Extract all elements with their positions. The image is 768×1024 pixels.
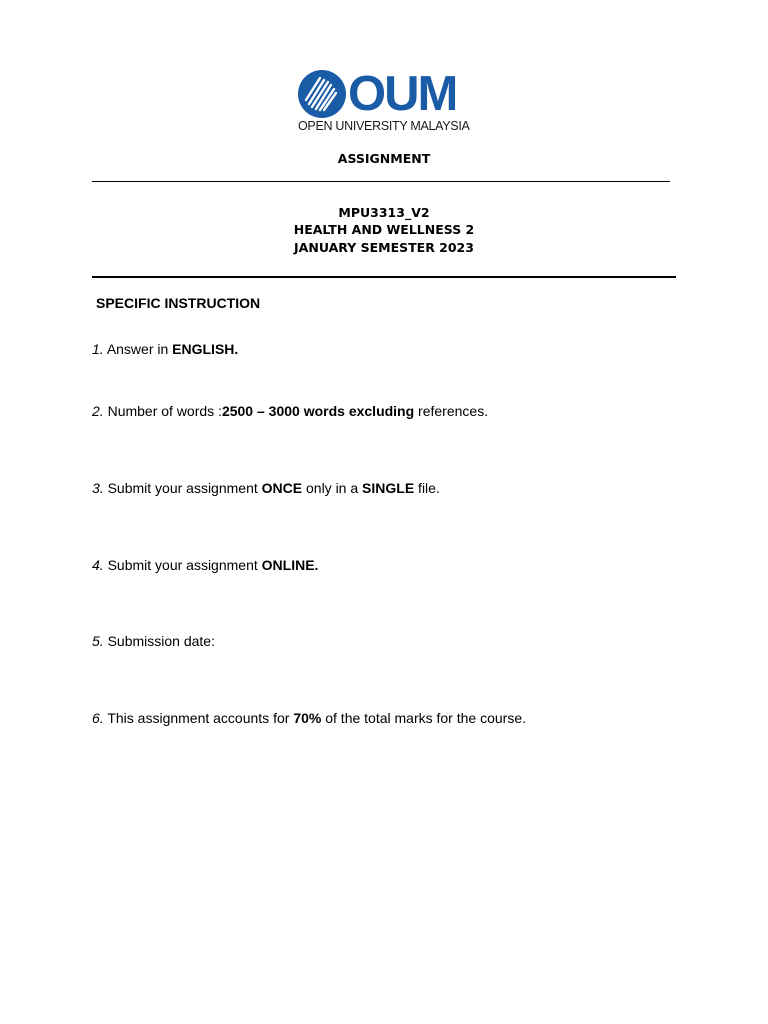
item-emphasis: 2500 – 3000 words excluding (221, 403, 415, 419)
instruction-item (92, 557, 318, 573)
item-number: 6. (92, 710, 104, 726)
logo-subtitle: OPEN UNIVERSITY MALAYSIA (298, 119, 470, 133)
item-text: Submit your assignment (107, 480, 262, 496)
section-heading: SPECIFIC INSTRUCTION (96, 295, 261, 311)
item-number: 2. (92, 403, 104, 419)
item-number: 4. (92, 557, 104, 573)
item-emphasis: ONLINE. (261, 557, 319, 573)
item-text: Submit your assignment (107, 557, 262, 573)
instruction-item (92, 710, 526, 726)
item-text: Number of words : (107, 403, 222, 419)
instruction-item (92, 480, 440, 496)
item-emphasis: 70% (293, 710, 322, 726)
oum-globe-icon (298, 70, 346, 118)
item-emphasis: SINGLE (362, 480, 415, 496)
course-code: MPU3313_V2 (338, 205, 430, 220)
item-number: 3. (92, 480, 104, 496)
document-type: ASSIGNMENT (337, 151, 431, 166)
instruction-item (92, 633, 215, 649)
item-text: Submission date: (107, 633, 215, 649)
item-text: references. (414, 403, 489, 419)
item-text: file. (414, 480, 440, 496)
item-text: Answer in (106, 341, 173, 357)
divider-thick (92, 276, 676, 278)
divider-thin (92, 181, 670, 182)
semester: JANUARY SEMESTER 2023 (294, 240, 474, 255)
item-emphasis: ONCE (261, 480, 303, 496)
instruction-item (92, 403, 488, 419)
item-number: 5. (92, 633, 104, 649)
item-text: only in a (302, 480, 363, 496)
logo-text: OUM (348, 67, 457, 121)
item-number: 1. (92, 341, 104, 357)
item-text: This assignment accounts for (107, 710, 294, 726)
item-emphasis: ENGLISH. (172, 341, 239, 357)
oum-logo (298, 67, 474, 134)
item-text: of the total marks for the course. (321, 710, 526, 726)
instruction-item (92, 341, 238, 357)
course-title: HEALTH AND WELLNESS 2 (293, 222, 475, 237)
